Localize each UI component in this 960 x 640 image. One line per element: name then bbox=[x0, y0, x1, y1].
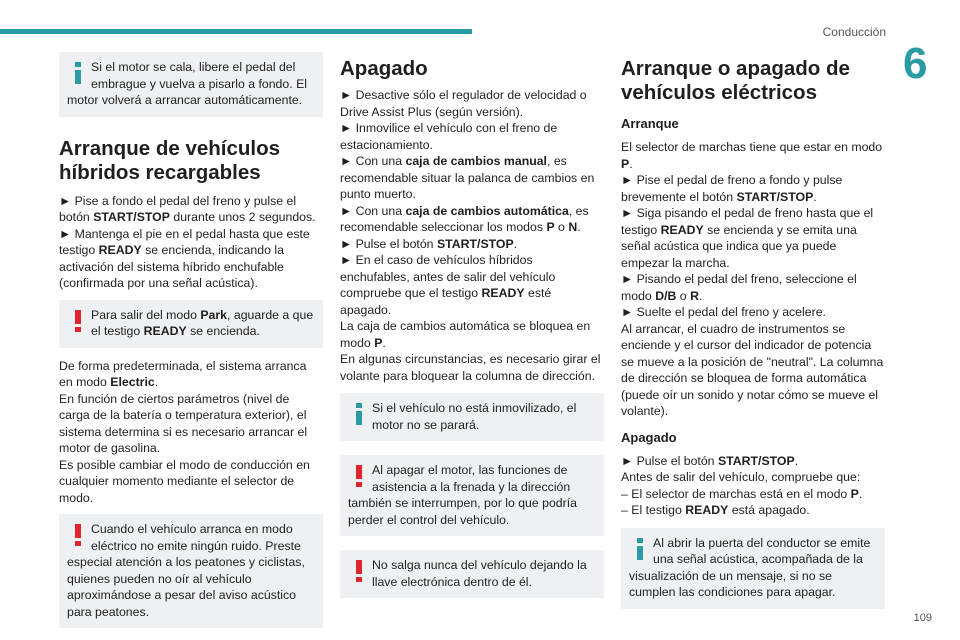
gearbox-lock-text: La caja de cambios automática se bloquea en modo P. bbox=[340, 319, 591, 350]
warning-text-rest: llave electrónica dentro de él. bbox=[372, 574, 532, 589]
warning-text-rest: asistencia a la frenada y la dirección también se interrumpen, por lo que podría perder el control del vehículo. bbox=[348, 479, 577, 527]
warning-text-first: No salga nunca del vehículo dejando la bbox=[372, 558, 587, 572]
page-number: 109 bbox=[913, 612, 932, 624]
step-parking-brake: ► Inmovilice el vehículo con el freno de estacionamiento. bbox=[340, 121, 558, 152]
step-keep-foot: ► Mantenga el pie en el pedal hasta que este testigo READY se encienda, indicando la activación del sistema híbrido enchufable (confirmada por una señal acústica). bbox=[59, 226, 310, 290]
chapter-number: 6 bbox=[903, 39, 928, 88]
note-text-first: Si el motor se cala, libere el pedal del bbox=[91, 60, 296, 74]
warning-park bbox=[59, 300, 323, 348]
heading-line-2: híbridos recargables bbox=[59, 160, 261, 184]
note-text-rest: embrague y vuelva a pisarlo a fondo. El motor volverá a arrancar automáticamente. bbox=[67, 76, 308, 107]
step-press-brake: ► Pise a fondo el pedal del freno y pulse el botón START/STOP durante unos 2 segundos. bbox=[59, 193, 316, 224]
mode-change-text: Es posible cambiar el modo de conducción en cualquier momento mediante el selector de modo. bbox=[59, 457, 310, 505]
engine-start-text: En función de ciertos parámetros (nivel de carga de la batería o temperatura exterior), el sistema determina si es necesario arrancar el motor de gasolina. bbox=[59, 391, 308, 455]
step-select-mode: ► Pisando el pedal del freno, seleccione el modo D/B o R. bbox=[621, 272, 857, 303]
step-press-start-stop: ► Pulse el botón START/STOP. bbox=[340, 236, 518, 251]
heading-line-1: Arranque de vehículos bbox=[59, 136, 281, 160]
check-selector-p: – El selector de marchas está en el modo P. bbox=[621, 486, 863, 501]
subheading-start: Arranque bbox=[621, 116, 679, 131]
steering-lock-text: En algunas circunstancias, es necesario girar el volante para bloquear la columna de dirección. bbox=[340, 352, 601, 383]
heading-shutdown: Apagado bbox=[340, 57, 428, 80]
warning-electric-silent bbox=[59, 514, 323, 628]
check-ready-off: – El testigo READY está apagado. bbox=[621, 503, 810, 517]
warning-text-first: Al apagar el motor, las funciones de bbox=[372, 463, 568, 477]
check-before-exit: Antes de salir del vehículo, compruebe que: bbox=[621, 470, 861, 484]
start-description: Al arrancar, el cuadro de instrumentos se enciende y el cursor del indicador de potencia se mueve a la posición de "neutral". La columna de dirección se bloquea de forma automática (puede oír un sonido y notar cómo se mueve el volante). bbox=[621, 321, 884, 418]
step-press-start-stop: ► Pulse el botón START/STOP. bbox=[621, 453, 799, 468]
warning-key-inside bbox=[340, 550, 604, 598]
default-mode-text: De forma predeterminada, el sistema arranca en modo Electric. bbox=[59, 358, 307, 389]
column-3 bbox=[621, 52, 885, 609]
warning-text-first: Cuando el vehículo arranca en modo bbox=[91, 522, 293, 536]
column-1 bbox=[59, 52, 323, 628]
column-2 bbox=[340, 52, 604, 598]
info-icon bbox=[352, 403, 366, 425]
warning-assist-off bbox=[340, 455, 604, 536]
heading-line-2: vehículos eléctricos bbox=[621, 81, 817, 104]
warning-icon bbox=[71, 310, 85, 332]
header-accent-bar bbox=[0, 29, 472, 34]
info-note-stall bbox=[59, 52, 323, 117]
note-text-first: Si el vehículo no está inmovilizado, el bbox=[372, 401, 577, 415]
heading-hybrid-start bbox=[59, 137, 323, 185]
step-ready-signal: ► Siga pisando el pedal de freno hasta que el testigo READY se encienda y se emita una señal acústica que indica que ya puede empezar la marcha. bbox=[621, 206, 874, 270]
chapter-title: Conducción bbox=[822, 25, 886, 39]
warning-text: Para salir del modo Park, aguarde a que el testigo READY se encienda. bbox=[91, 307, 314, 338]
info-icon bbox=[71, 62, 85, 84]
warning-icon bbox=[352, 465, 366, 487]
step-deactivate-cruise: ► Desactive sólo el regulador de velocidad o Drive Assist Plus (según versión). bbox=[340, 88, 587, 119]
step-auto-gearbox: ► Con una caja de cambios automática, es recomendable seleccionar los modos P o N. bbox=[340, 203, 589, 234]
heading-line-1: Arranque o apagado de bbox=[621, 57, 850, 80]
warning-icon bbox=[352, 560, 366, 582]
selector-p-text: El selector de marchas tiene que estar en modo P. bbox=[621, 140, 883, 171]
heading-electric-start-stop bbox=[621, 57, 885, 105]
note-text-first: Al abrir la puerta del conductor se emite bbox=[653, 535, 871, 550]
step-manual-gearbox: ► Con una caja de cambios manual, es recomendable situar la palanca de cambios en punto muerto. bbox=[340, 154, 595, 201]
info-note-door bbox=[621, 528, 885, 609]
note-text-rest: una señal acústica, acompañada de la visualización de un mensaje, si no se cumplen las condiciones para apagar. bbox=[629, 552, 863, 599]
warning-icon bbox=[71, 524, 85, 546]
step-brake-press-button: ► Pise el pedal de freno a fondo y pulse brevemente el botón START/STOP. bbox=[621, 173, 843, 204]
subheading-stop: Apagado bbox=[621, 429, 677, 445]
info-icon bbox=[633, 538, 647, 560]
info-note-immobilized bbox=[340, 393, 604, 441]
warning-text-rest: eléctrico no emite ningún ruido. Preste especial atención a los peatones y ciclistas, quienes pueden no oír al vehículo aproximándose a pesar del aviso acústico para peatones. bbox=[67, 538, 305, 619]
step-release-accelerate: ► Suelte el pedal del freno y acelere. bbox=[621, 305, 826, 319]
note-text-rest: motor no se parará. bbox=[372, 417, 480, 432]
step-hybrid-ready-off: ► En el caso de vehículos híbridos enchufables, antes de salir del vehículo compruebe que el testigo READY esté apagado. bbox=[340, 253, 556, 317]
